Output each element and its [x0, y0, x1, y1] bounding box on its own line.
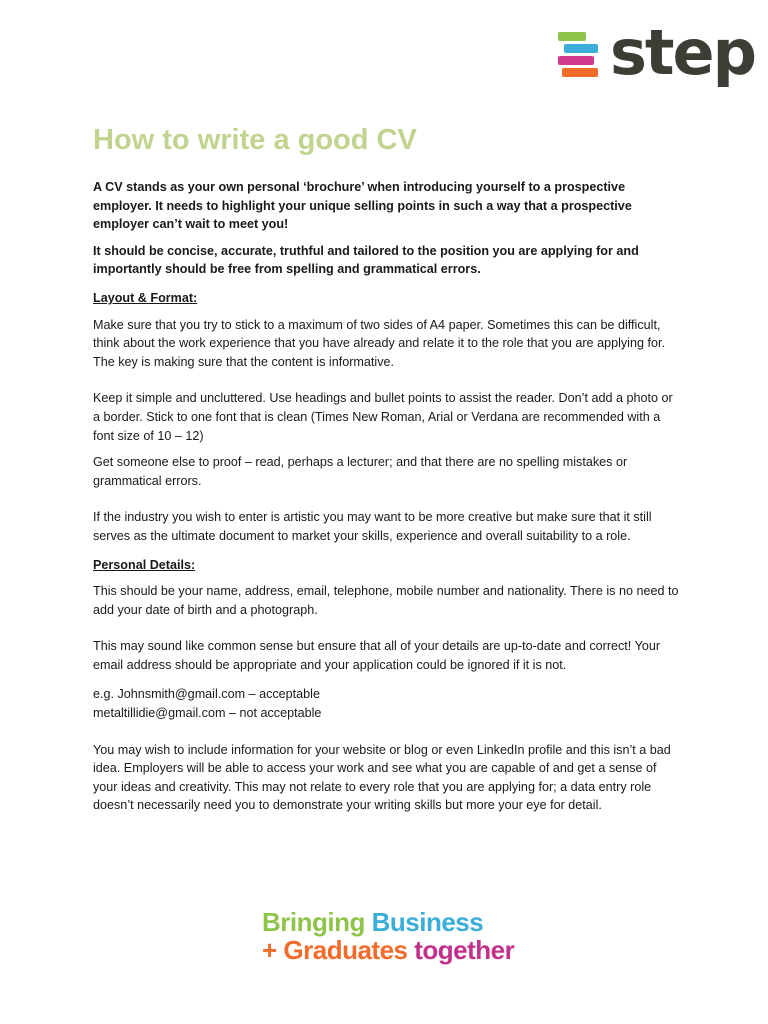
- logo-text: step: [610, 16, 755, 89]
- personal-details-heading: Personal Details:: [93, 557, 196, 572]
- logo-bar-blue: [564, 44, 598, 53]
- page-title: How to write a good CV: [93, 124, 417, 156]
- layout-paragraph-2: Keep it simple and uncluttered. Use headings and bullet points to assist the reader. Don’t add a photo or a border. Stick to one font that is clean (Times New Roman, Arial or Verdana are recommended with a font size of 10 – 12): [93, 391, 673, 443]
- intro-paragraph-1: A CV stands as your own personal ‘brochure’ when introducing yourself to a prospective employer. It needs to highlight your unique selling points in such a way that a prospective employer can’t wait to meet you!: [93, 180, 632, 232]
- personal-paragraph-2: This may sound like common sense but ensure that all of your details are up-to-date and correct! Your email address should be appropriate and your application could be ignored if it is not.: [93, 639, 661, 672]
- tagline-logo: [262, 908, 522, 964]
- intro-paragraph-2: It should be concise, accurate, truthful and tailored to the position you are applying for and importantly should be free from spelling and grammatical errors.: [93, 243, 639, 277]
- personal-paragraph-1: This should be your name, address, email, telephone, mobile number and nationality. There is no need to add your date of birth and a photograph.: [93, 584, 679, 617]
- layout-format-heading: Layout & Format:: [93, 290, 198, 305]
- document-body: [93, 118, 683, 823]
- email-example-not-acceptable: metaltillidie@gmail.com – not acceptable: [93, 706, 322, 721]
- layout-paragraph-4: If the industry you wish to enter is artistic you may want to be more creative but make sure that it still serves as the ultimate document to market your skills, experience and overall suitability to a role.: [93, 510, 652, 543]
- tagline-line-1: [262, 908, 522, 936]
- logo-bar-green: [558, 32, 586, 41]
- tagline-word-together: together: [414, 935, 515, 965]
- tagline-word-business: Business: [371, 907, 484, 937]
- personal-paragraph-3: You may wish to include information for your website or blog or even LinkedIn profile and this isn’t a bad idea. Employers will be able to access your work and see what you are capable of and get a sense of your ideas and creativity. This may not relate to every role that you are applying for; a data entry role doesn’t necessarily need you to demonstrate your writing skills but more your eye for detail.: [93, 742, 671, 813]
- step-logo: [556, 16, 755, 98]
- layout-paragraph-1: Make sure that you try to stick to a maximum of two sides of A4 paper. Sometimes this can be difficult, think about the work experience that you have already and relate it to the role that you are applying for. The key is making sure that the content is informative.: [93, 317, 665, 369]
- layout-paragraph-3: Get someone else to proof – read, perhaps a lecturer; and that there are no spelling mistakes or grammatical errors.: [93, 455, 628, 488]
- email-example-acceptable: e.g. Johnsmith@gmail.com – acceptable: [93, 687, 320, 702]
- tagline-line-2: [262, 936, 522, 964]
- logo-bar-orange: [562, 68, 598, 77]
- tagline-word-graduates: + Graduates: [262, 935, 408, 965]
- tagline-word-bringing: Bringing: [262, 907, 365, 937]
- logo-bar-magenta: [558, 56, 594, 65]
